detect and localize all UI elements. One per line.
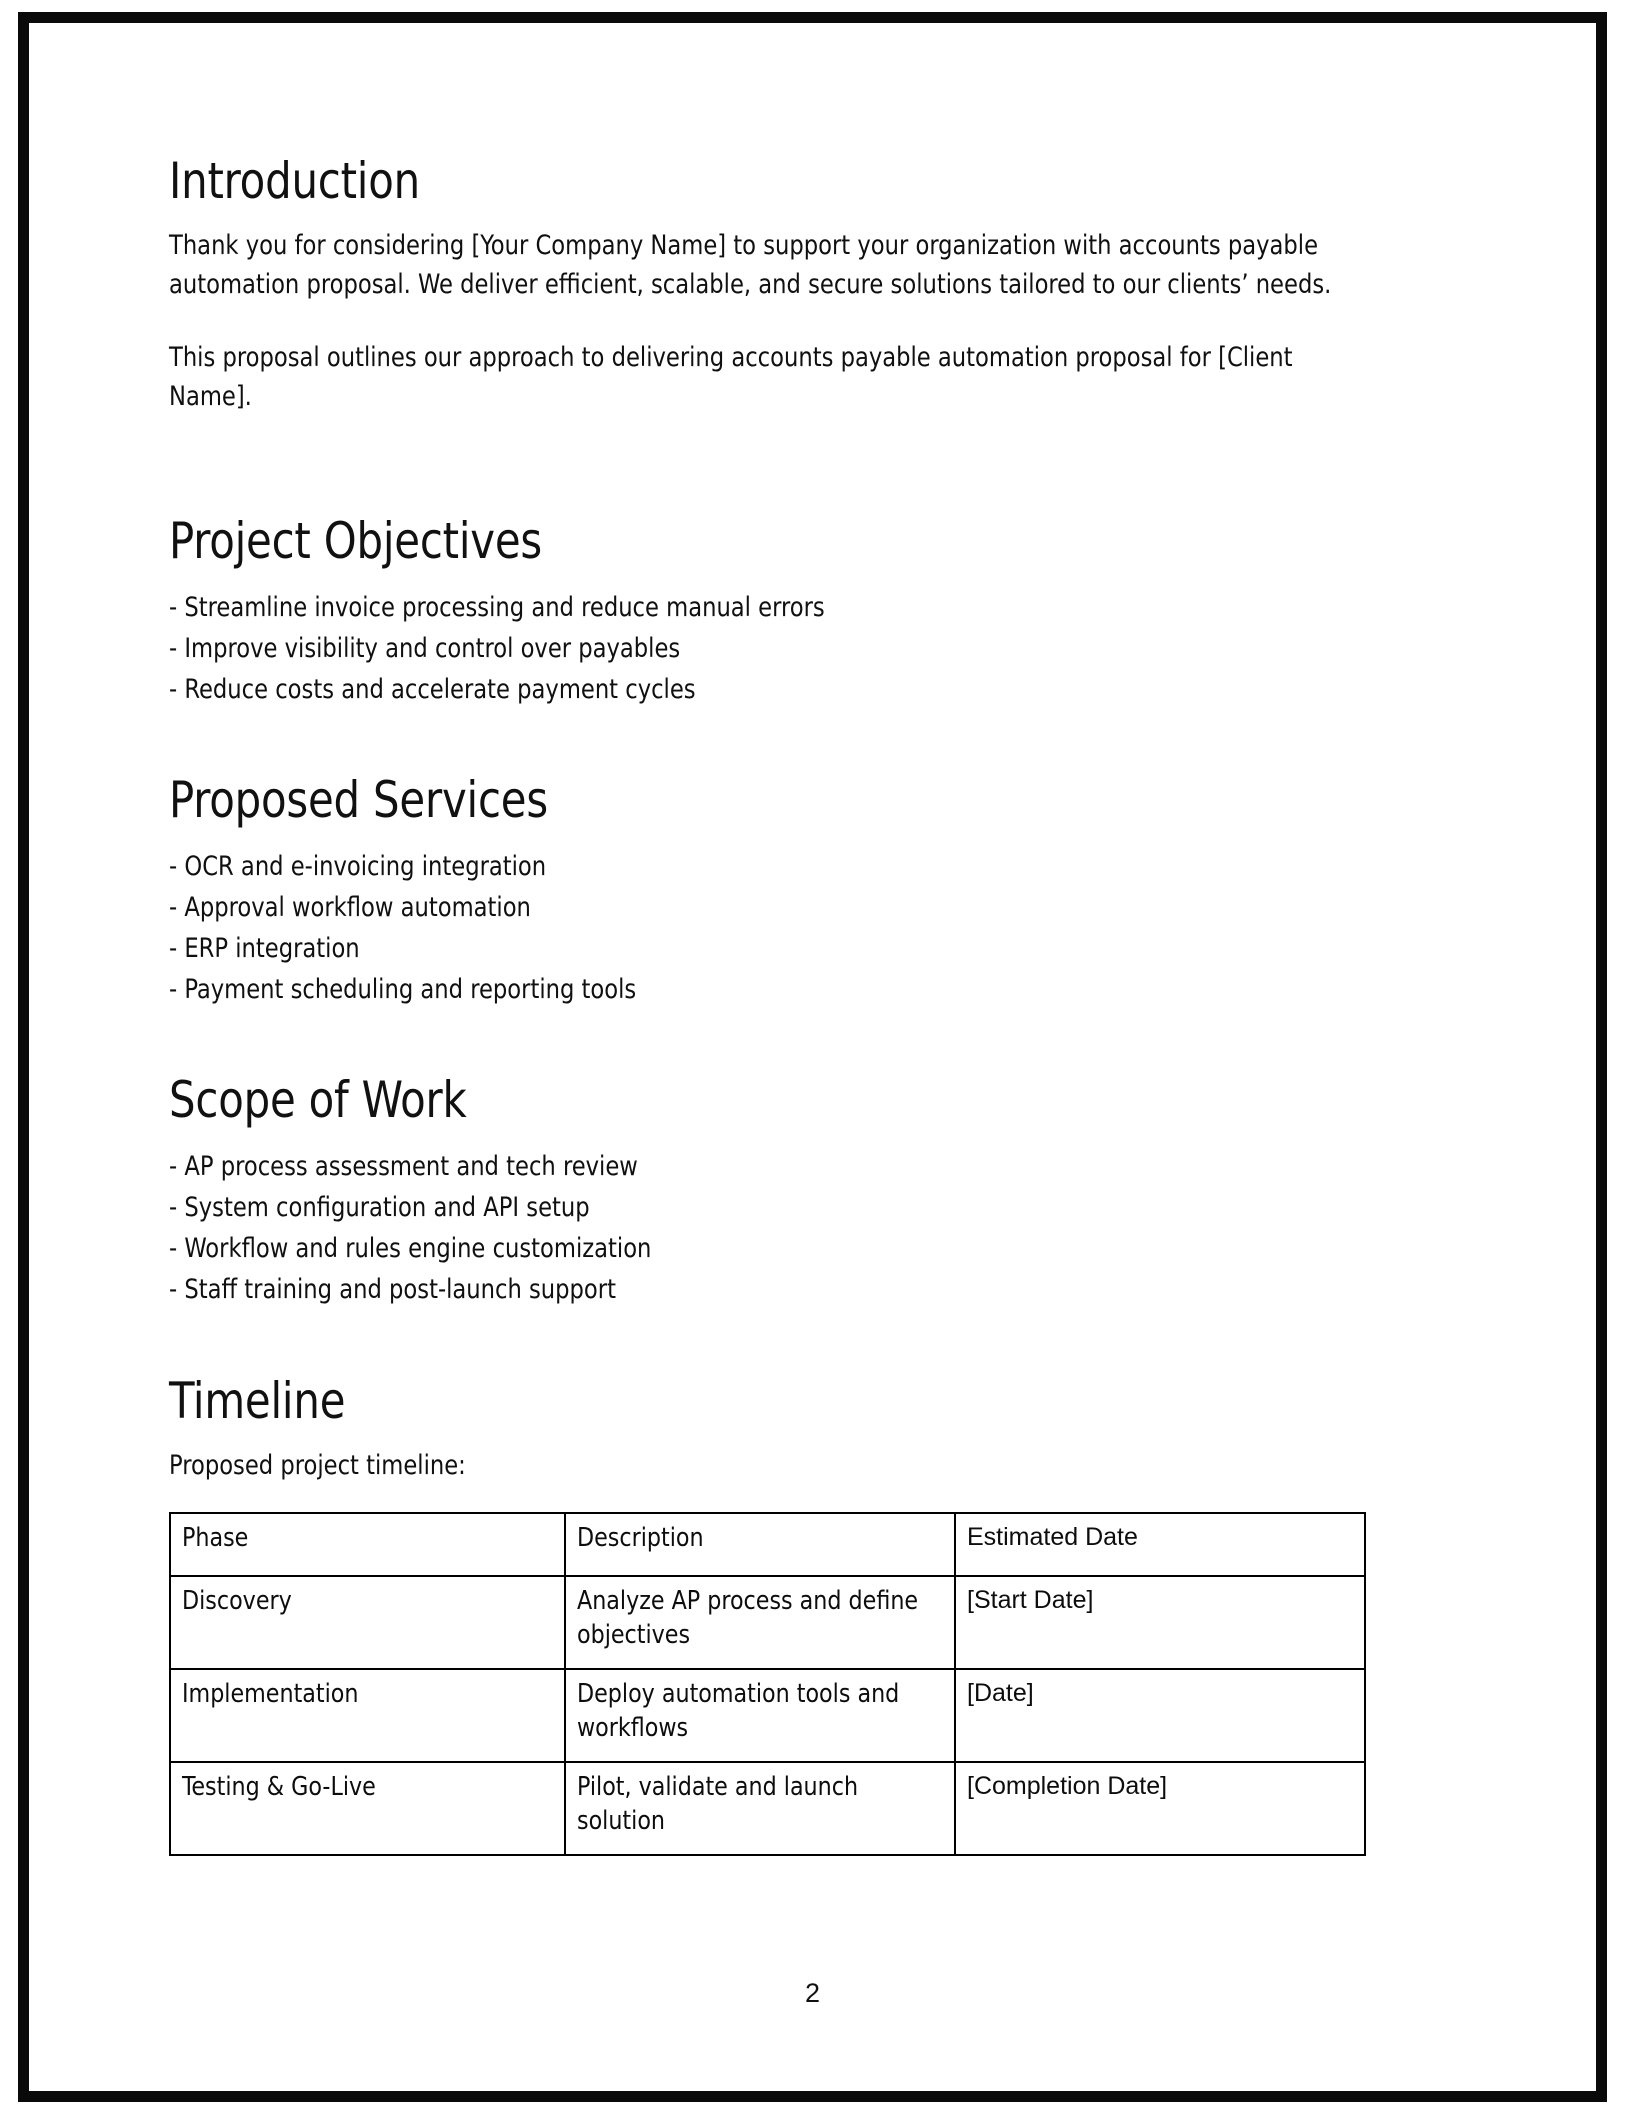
spacer (169, 451, 1464, 513)
table-header-description (565, 1513, 955, 1576)
heading-introduction: Introduction (169, 152, 420, 210)
document-page (29, 23, 1596, 2091)
intro-paragraph-2: This proposal outlines our approach to delivering accounts payable automation proposal for [Client Name]. (169, 341, 1293, 412)
heading-timeline: Timeline (169, 1371, 346, 1430)
list-item: - Staff training and post-launch support (169, 1274, 616, 1306)
cell-phase (170, 1576, 565, 1669)
cell-text: Pilot, validate and launch solution (577, 1771, 859, 1837)
cell-text: Estimated Date (967, 1522, 1138, 1551)
list-scope-of-work (169, 1146, 1464, 1310)
page-frame (18, 12, 1607, 2102)
spacer (169, 1311, 1464, 1373)
list-item: - Payment scheduling and reporting tools (169, 974, 637, 1006)
cell-estimated-date (955, 1669, 1365, 1762)
cell-text: [Date] (967, 1678, 1034, 1707)
heading-project-objectives: Project Objectives (169, 511, 543, 570)
cell-description (565, 1576, 955, 1669)
spacer (169, 710, 1464, 772)
list-item: - AP process assessment and tech review (169, 1151, 638, 1183)
cell-estimated-date (955, 1762, 1365, 1855)
cell-text: Analyze AP process and define objectives (577, 1585, 919, 1651)
list-item: - Streamline invoice processing and reduce manual errors (169, 591, 825, 623)
table-row (170, 1762, 1365, 1855)
cell-text: Phase (182, 1522, 249, 1553)
timeline-caption: Proposed project timeline: (169, 1449, 466, 1481)
table-header-phase (170, 1513, 565, 1576)
list-item: - Workflow and rules engine customization (169, 1233, 652, 1265)
list-item: - Improve visibility and control over payables (169, 632, 681, 664)
intro-paragraph-1: Thank you for considering [Your Company Name] to support your organization with accounts payable automation proposal. We deliver efficient, scalable, and secure solutions tailored to our clients’ needs. (169, 230, 1332, 300)
cell-text: Testing & Go-Live (182, 1771, 376, 1802)
cell-text: Discovery (182, 1585, 292, 1616)
cell-text: Deploy automation tools and workflows (577, 1678, 900, 1744)
list-item: - System configuration and API setup (169, 1192, 590, 1224)
list-item: - Approval workflow automation (169, 892, 531, 924)
cell-text: [Completion Date] (967, 1771, 1168, 1800)
spacer (169, 1010, 1464, 1072)
heading-proposed-services: Proposed Services (169, 771, 548, 829)
page-number: 2 (804, 1978, 821, 2008)
document-content (169, 153, 1464, 1856)
heading-scope-of-work: Scope of Work (169, 1071, 467, 1130)
cell-phase (170, 1762, 565, 1855)
list-item: - OCR and e-invoicing integration (169, 851, 547, 882)
cell-estimated-date (955, 1576, 1365, 1669)
list-item: - Reduce costs and accelerate payment cycles (169, 673, 696, 705)
table-header-estimated-date (955, 1513, 1365, 1576)
cell-text: Description (577, 1522, 704, 1553)
cell-text: Implementation (182, 1678, 359, 1709)
table-row (170, 1576, 1365, 1669)
cell-text: [Start Date] (967, 1585, 1094, 1614)
cell-description (565, 1669, 955, 1762)
list-project-objectives (169, 587, 1464, 710)
cell-description (565, 1762, 955, 1855)
cell-phase (170, 1669, 565, 1762)
list-item: - ERP integration (169, 933, 360, 965)
table-header-row (170, 1513, 1365, 1576)
timeline-table (169, 1512, 1366, 1856)
list-proposed-services (169, 846, 1464, 1010)
table-row (170, 1669, 1365, 1762)
